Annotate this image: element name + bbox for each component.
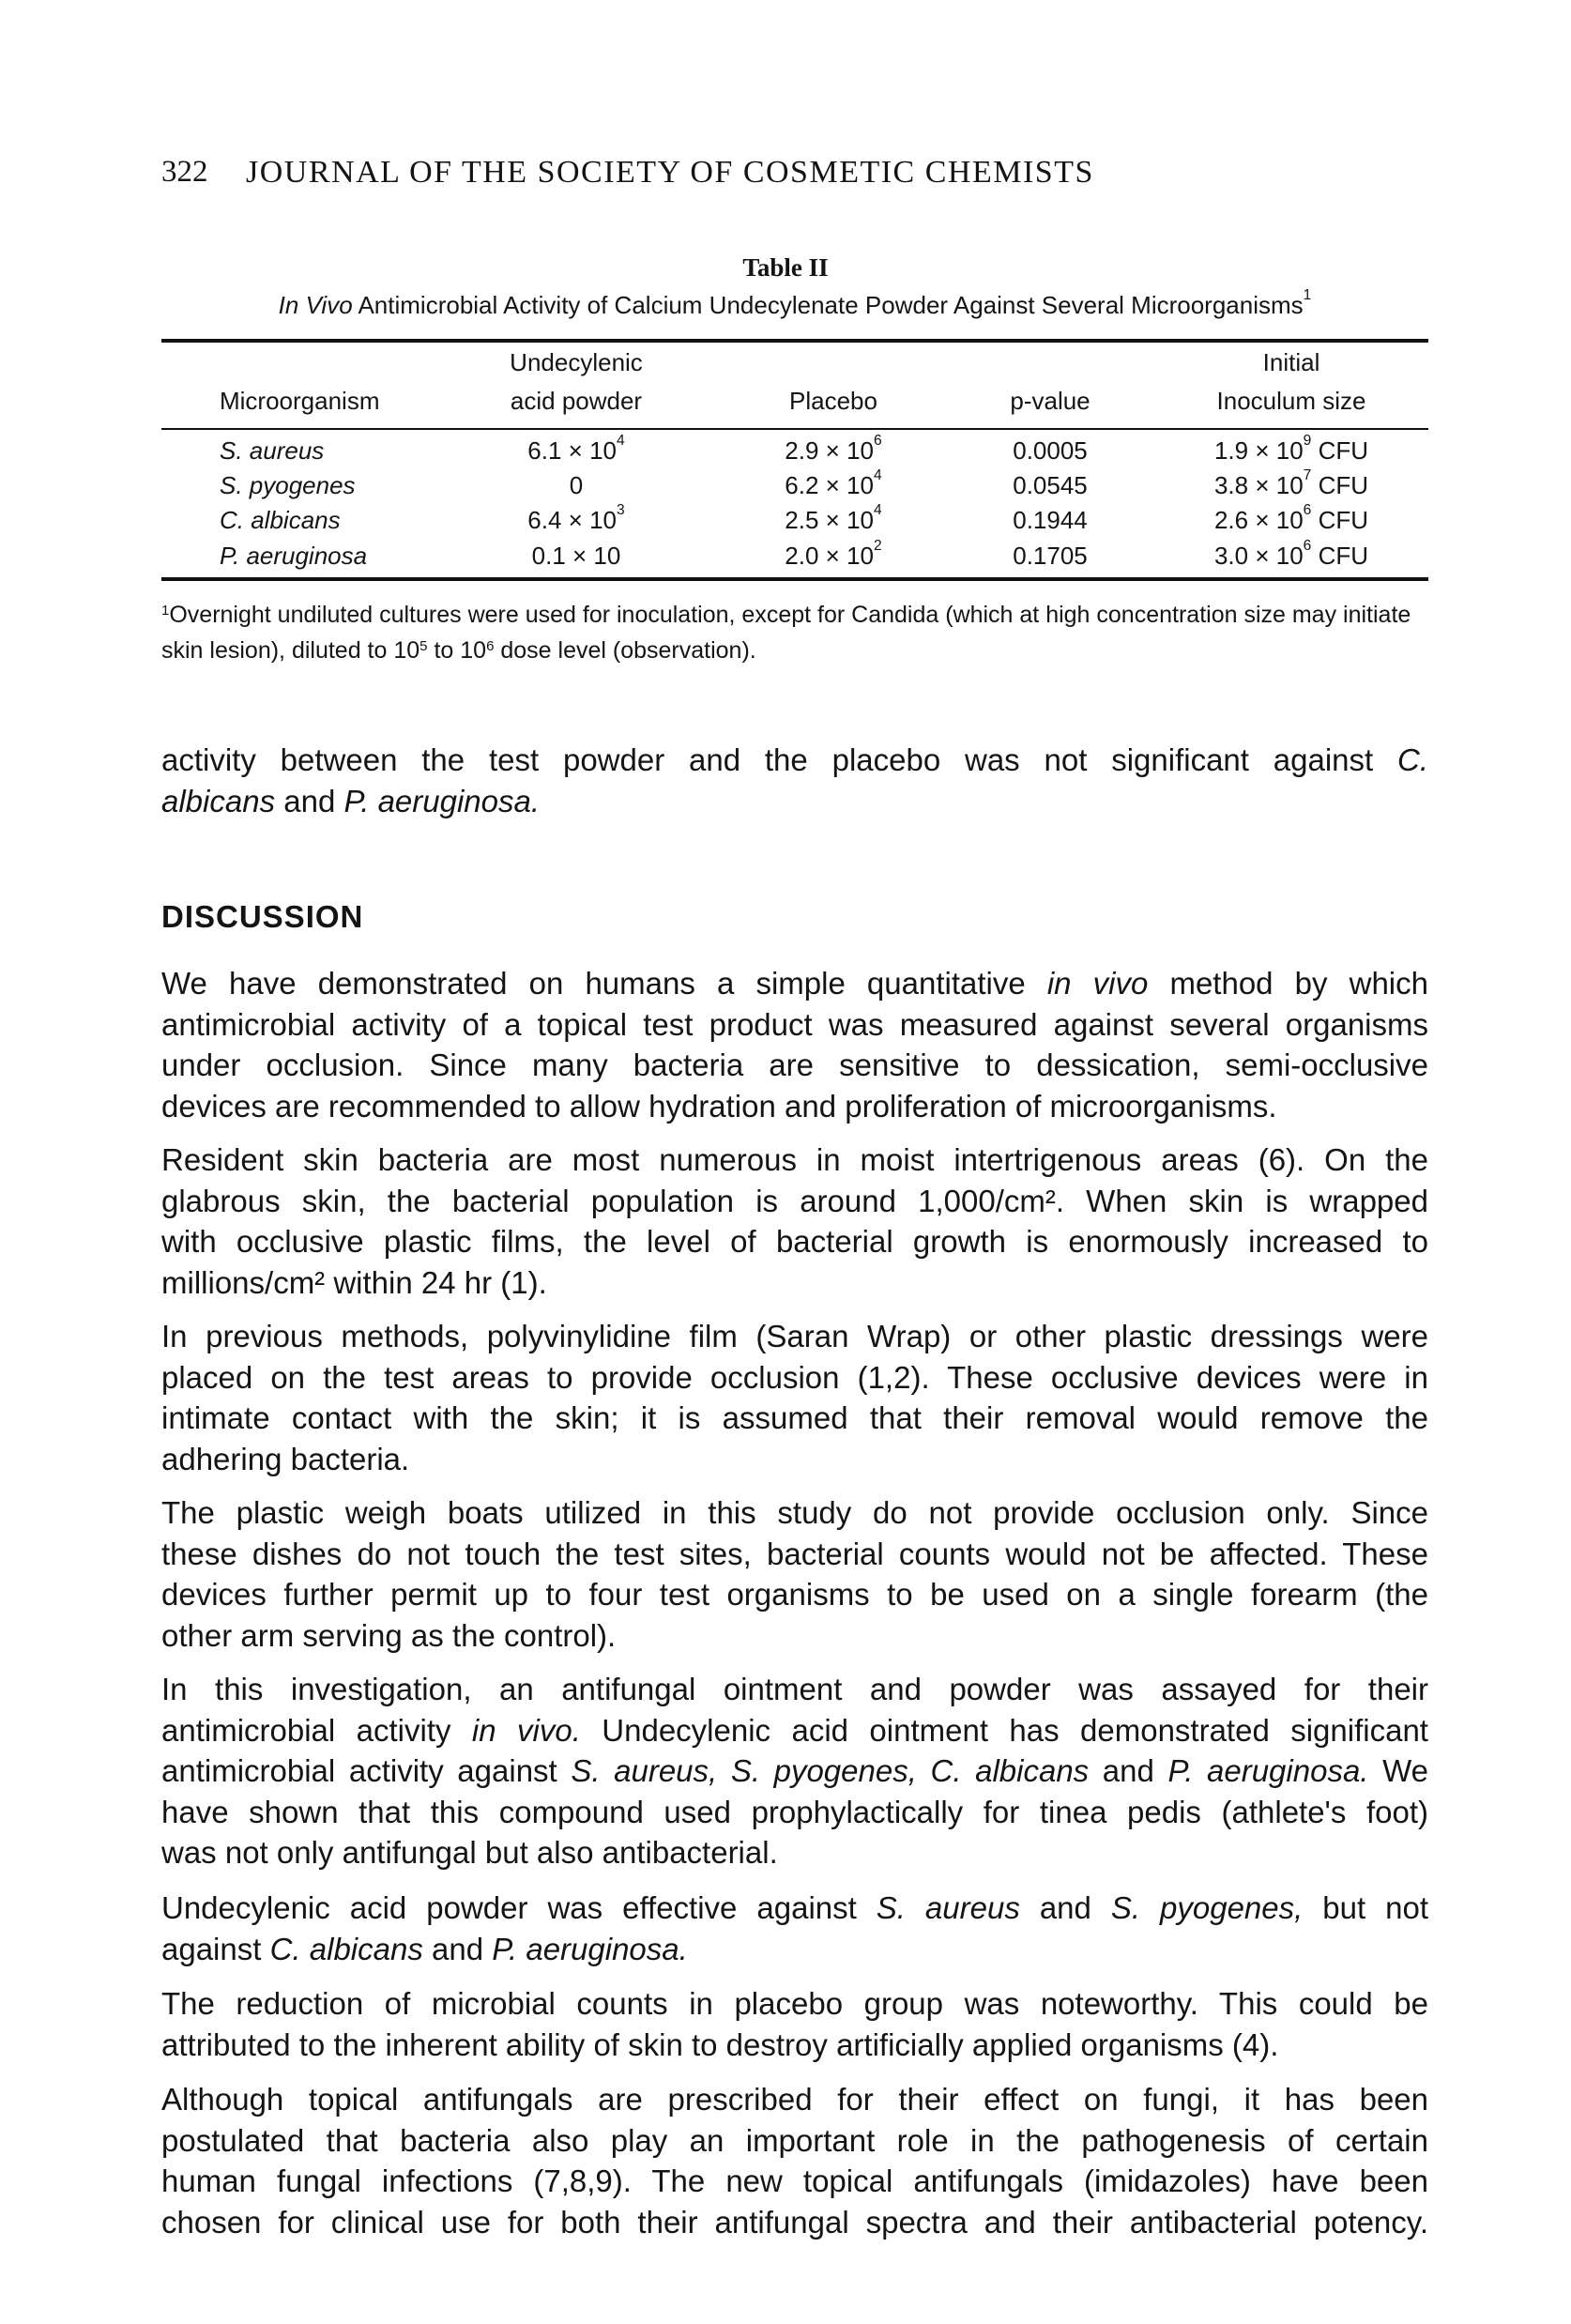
- table-cell-inoculum: [1213, 467, 1369, 500]
- text-segment: and: [422, 1931, 493, 1966]
- text-segment: Undecylenic acid powder was effective against: [161, 1890, 877, 1925]
- text-segment: with occlusive plastic films, the level of bacterial growth is enormously increased to: [161, 1224, 1428, 1259]
- text-line: [161, 2025, 1428, 2066]
- table-label: Table II: [742, 253, 829, 282]
- column-header: Inoculum size: [1216, 387, 1366, 415]
- italic-text: albicans: [161, 783, 276, 818]
- text-line: [161, 1357, 1428, 1399]
- unit: CFU: [1311, 542, 1369, 570]
- table-bottom-rule: [161, 577, 1428, 581]
- paragraph: [161, 1139, 1428, 1303]
- text-segment: We have demonstrated on humans a simple quantitative: [161, 966, 1047, 1001]
- column-header: Initial: [1262, 348, 1320, 376]
- footnote-segment: 6: [486, 638, 495, 654]
- caption-footnote-mark: 1: [1303, 287, 1312, 303]
- paragraph: [161, 1316, 1428, 1479]
- exponent: 6: [874, 433, 882, 449]
- text-segment: adhering bacteria.: [161, 1441, 410, 1476]
- text-segment: In this investigation, an antifungal ointment and powder was assayed for their: [161, 1672, 1428, 1706]
- text-line: [161, 1181, 1428, 1222]
- text-line: [161, 1316, 1428, 1357]
- text-segment: antimicrobial activity: [161, 1712, 472, 1748]
- table-cell-organism: S. pyogenes: [220, 471, 356, 499]
- exponent: 2: [874, 538, 882, 554]
- text-segment: Although topical antifungals are prescribed for their effect on fungi, it has been: [161, 2082, 1428, 2117]
- text-segment: method by which: [1148, 966, 1428, 1001]
- text-line: [161, 1492, 1428, 1534]
- text-segment: devices further permit up to four test organisms to be used on a single forearm (the: [161, 1577, 1428, 1612]
- page-number: 322: [161, 155, 208, 189]
- table-cell-placebo: [785, 467, 882, 500]
- text-line: [161, 1983, 1428, 2025]
- table-cell-inoculum: [1213, 433, 1369, 466]
- text-segment: other arm serving as the control).: [161, 1617, 617, 1653]
- mantissa: 2.9 × 10: [785, 436, 875, 465]
- paragraph: [161, 1888, 1428, 1969]
- table-cell-powder: [527, 433, 625, 466]
- italic-text: P. aeruginosa.: [1167, 1753, 1369, 1788]
- text-line: [161, 1086, 1428, 1127]
- text-segment: placed on the test areas to provide occlusion (1,2). These occlusive devices were in: [161, 1359, 1428, 1395]
- section-heading-discussion: DISCUSSION: [161, 899, 364, 934]
- italic-text: S. pyogenes,: [1110, 1890, 1304, 1925]
- column-header: Placebo: [789, 387, 877, 415]
- paragraph: [161, 1669, 1428, 1873]
- footnote-segment: 5: [419, 638, 428, 654]
- italic-text: C.: [1397, 742, 1428, 777]
- paragraph: [161, 963, 1428, 1126]
- caption-italic: In Vivo: [278, 291, 353, 319]
- text-line: [161, 2120, 1428, 2162]
- text-segment: Undecylenic acid ointment has demonstrated significant: [580, 1712, 1428, 1748]
- footnote-segment: Overnight undiluted cultures were used for inoculation, except for Candida (which at high concentration size may initiate skin lesion), diluted to 10: [161, 602, 1411, 664]
- mantissa: 1.9 × 10: [1213, 436, 1304, 465]
- text-line: [161, 1574, 1428, 1615]
- exponent: 3: [617, 502, 625, 518]
- text-line: [161, 1929, 1428, 1970]
- exponent: 6: [1303, 538, 1312, 554]
- text-segment: glabrous skin, the bacterial population is around 1,000/cm². When skin is wrapped: [161, 1183, 1428, 1218]
- text-line: [161, 1710, 1428, 1751]
- table-top-rule: [161, 339, 1428, 343]
- table-cell-organism: S. aureus: [220, 436, 325, 465]
- mantissa: 6.1 × 10: [527, 436, 618, 465]
- text-segment: devices are recommended to allow hydration and proliferation of microorganisms.: [161, 1088, 1277, 1124]
- text-line: [161, 1751, 1428, 1792]
- mantissa: 2.6 × 10: [1213, 506, 1304, 534]
- footnote-segment: dose level (observation).: [494, 637, 756, 664]
- mantissa: 2.0 × 10: [785, 542, 875, 570]
- mantissa: 6.4 × 10: [527, 506, 618, 534]
- exponent: 6: [1303, 502, 1312, 518]
- text-segment: We: [1368, 1753, 1428, 1788]
- exponent: 4: [874, 467, 882, 483]
- caption-text: Antimicrobial Activity of Calcium Undecylenate Powder Against Several Microorganisms: [352, 291, 1304, 319]
- text-line: [161, 1669, 1428, 1710]
- text-line: [161, 1439, 1428, 1480]
- italic-text: P. aeruginosa.: [492, 1931, 688, 1966]
- text-line: [161, 963, 1428, 1004]
- exponent: 4: [874, 502, 882, 518]
- table-cell-powder: [527, 502, 625, 535]
- mantissa: 6.2 × 10: [785, 471, 875, 499]
- footnote-segment: to 10: [427, 637, 487, 664]
- table-cell-p: 0.0005: [1013, 436, 1088, 465]
- text-segment: human fungal infections (7,8,9). The new topical antifungals (imidazoles) have been: [161, 2163, 1428, 2198]
- table-cell-powder: [532, 542, 621, 571]
- text-line: [161, 2161, 1428, 2202]
- italic-text: S. aureus, S. pyogenes, C. albicans: [571, 1753, 1090, 1788]
- table-cell-inoculum: [1213, 502, 1369, 535]
- italic-text: in vivo: [1046, 966, 1149, 1001]
- text-segment: and: [1019, 1890, 1111, 1925]
- table-cell-organism: C. albicans: [220, 506, 341, 534]
- footnote-segment: 1: [161, 603, 170, 619]
- column-header: acid powder: [510, 387, 643, 415]
- text-line: [161, 781, 1428, 822]
- text-segment: intimate contact with the skin; it is assumed that their removal would remove the: [161, 1400, 1428, 1435]
- text-segment: have shown that this compound used prophylactically for tinea pedis (athlete's foot): [161, 1794, 1428, 1829]
- table-cell-p: 0.1705: [1013, 542, 1088, 570]
- exponent: 7: [1303, 467, 1312, 483]
- text-line: [161, 1004, 1428, 1046]
- text-segment: In previous methods, polyvinylidine film (Saran Wrap) or other plastic dressings were: [161, 1319, 1428, 1353]
- text-line: [161, 1262, 1428, 1304]
- text-line: [161, 1045, 1428, 1086]
- exponent: 9: [1303, 433, 1312, 449]
- mantissa: 3.8 × 10: [1213, 471, 1304, 499]
- table-cell-p: 0.1944: [1013, 506, 1088, 534]
- text-line: [161, 2079, 1428, 2120]
- mantissa: 3.0 × 10: [1213, 542, 1304, 570]
- unit: CFU: [1311, 436, 1369, 465]
- table-header-rule: [161, 428, 1428, 430]
- mantissa: 2.5 × 10: [785, 506, 875, 534]
- text-segment: against: [161, 1931, 270, 1966]
- table-cell-placebo: [785, 538, 882, 571]
- text-segment: antimicrobial activity against: [161, 1753, 572, 1788]
- text-segment: millions/cm² within 24 hr (1).: [161, 1264, 547, 1300]
- unit: CFU: [1311, 471, 1369, 499]
- column-header: Undecylenic: [510, 348, 643, 376]
- text-line: [161, 1139, 1428, 1181]
- text-segment: and: [1089, 1753, 1168, 1788]
- text-segment: and: [275, 783, 344, 818]
- column-header: p-value: [1010, 387, 1091, 415]
- text-segment: attributed to the inherent ability of skin to destroy artificially applied organisms (4).: [161, 2026, 1279, 2062]
- journal-title: JOURNAL OF THE SOCIETY OF COSMETIC CHEMISTS: [246, 155, 1094, 190]
- paragraph: [161, 1492, 1428, 1656]
- text-line: [161, 740, 1428, 781]
- table-cell-powder: [570, 471, 583, 500]
- text-line: [161, 1534, 1428, 1575]
- italic-text: S. aureus: [876, 1890, 1020, 1925]
- mantissa: 0: [569, 471, 584, 499]
- italic-text: in vivo.: [471, 1712, 581, 1748]
- text-segment: chosen for clinical use for both their antifungal spectra and their antibacterial potency.: [161, 2204, 1428, 2240]
- text-segment: Resident skin bacteria are most numerous in moist intertrigenous areas (6). On the: [161, 1142, 1428, 1177]
- text-line: [161, 1615, 1428, 1657]
- italic-text: C. albicans: [269, 1931, 423, 1966]
- paragraph: [161, 2079, 1428, 2242]
- unit: CFU: [1311, 506, 1369, 534]
- exponent: 4: [617, 433, 625, 449]
- text-segment: these dishes do not touch the test sites, bacterial counts would not be affected. These: [161, 1536, 1428, 1571]
- italic-text: P. aeruginosa.: [343, 783, 541, 818]
- text-segment: antimicrobial activity of a topical test product was measured against several organisms: [161, 1006, 1428, 1042]
- paragraph-continued: [161, 740, 1428, 821]
- table-footnote: [161, 597, 1428, 668]
- text-segment: postulated that bacteria also play an important role in the pathogenesis of certain: [161, 2122, 1428, 2158]
- mantissa: 0.1 × 10: [531, 542, 621, 570]
- text-line: [161, 1398, 1428, 1439]
- text-line: [161, 1792, 1428, 1833]
- text-segment: The reduction of microbial counts in placebo group was noteworthy. This could be: [161, 1986, 1428, 2021]
- column-header: Microorganism: [220, 387, 380, 415]
- paragraph: [161, 1983, 1428, 2065]
- table-cell-placebo: [785, 502, 882, 535]
- text-segment: activity between the test powder and the placebo was not significant against: [161, 742, 1397, 777]
- table-cell-inoculum: [1213, 538, 1369, 571]
- text-line: [161, 1832, 1428, 1873]
- text-line: [161, 2202, 1428, 2243]
- text-segment: was not only antifungal but also antibacterial.: [161, 1835, 778, 1870]
- table-cell-placebo: [785, 433, 882, 466]
- text-segment: but not: [1303, 1890, 1429, 1925]
- text-segment: The plastic weigh boats utilized in this study do not provide occlusion only. Since: [161, 1495, 1428, 1530]
- table-cell-organism: P. aeruginosa: [220, 542, 368, 570]
- text-line: [161, 1888, 1428, 1929]
- table-cell-p: 0.0545: [1013, 471, 1088, 499]
- text-segment: under occlusion. Since many bacteria are sensitive to dessication, semi-occlusive: [161, 1047, 1428, 1082]
- text-line: [161, 1221, 1428, 1262]
- table-caption: [161, 287, 1428, 320]
